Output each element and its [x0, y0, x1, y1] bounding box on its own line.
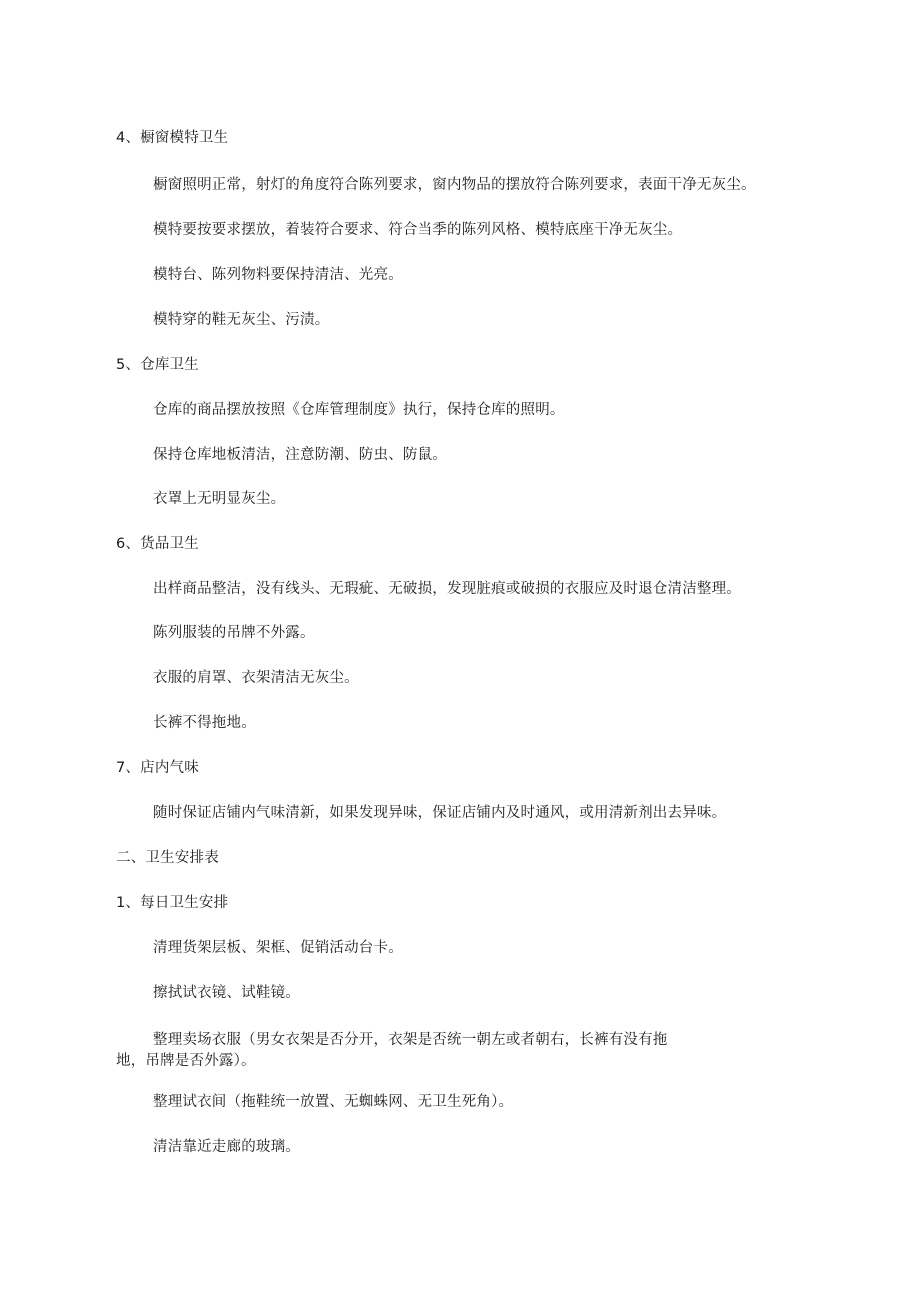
paragraph: 随时保证店铺内气味清新，如果发现异味，保证店铺内及时通风，或用清新剂出去异味。 — [153, 805, 727, 821]
part-heading-2: 二、卫生安排表 — [116, 850, 219, 866]
paragraph: 橱窗照明正常，射灯的角度符合陈列要求，窗内物品的摆放符合陈列要求，表面干净无灰尘。 — [153, 177, 756, 193]
paragraph: 擦拭试衣镜、试鞋镜。 — [153, 985, 300, 1001]
paragraph: 模特台、陈列物料要保持清洁、光亮。 — [153, 267, 403, 283]
paragraph-wrapped-line1: 整理卖场衣服（男女衣架是否分开，衣架是否统一朝左或者朝右，长裤有没有拖 — [153, 1032, 668, 1048]
paragraph: 衣罩上无明显灰尘。 — [153, 491, 286, 507]
paragraph: 模特要按要求摆放，着装符合要求、符合当季的陈列风格、模特底座干净无灰尘。 — [153, 222, 683, 238]
section-heading-4: 4、橱窗模特卫生 — [116, 130, 229, 146]
section-heading-6: 6、货品卫生 — [116, 536, 199, 552]
paragraph: 保持仓库地板清洁，注意防潮、防虫、防鼠。 — [153, 447, 447, 463]
paragraph: 仓库的商品摆放按照《仓库管理制度》执行，保持仓库的照明。 — [153, 402, 565, 418]
section-heading-5: 5、仓库卫生 — [116, 357, 199, 373]
paragraph: 整理试衣间（拖鞋统一放置、无蜘蛛网、无卫生死角）。 — [153, 1094, 514, 1110]
section-heading-1: 1、每日卫生安排 — [116, 895, 229, 911]
paragraph: 衣服的肩罩、衣架清洁无灰尘。 — [153, 670, 359, 686]
paragraph: 长裤不得拖地。 — [153, 715, 256, 731]
paragraph-wrapped-line2: 地，吊牌是否外露）。 — [116, 1053, 256, 1069]
paragraph: 陈列服装的吊牌不外露。 — [153, 625, 315, 641]
section-heading-7: 7、店内气味 — [116, 760, 199, 776]
paragraph: 清理货架层板、架框、促销活动台卡。 — [153, 940, 403, 956]
paragraph: 清洁靠近走廊的玻璃。 — [153, 1139, 300, 1155]
paragraph: 模特穿的鞋无灰尘、污渍。 — [153, 312, 330, 328]
paragraph: 出样商品整洁，没有线头、无瑕疵、无破损，发现脏痕或破损的衣服应及时退仓清洁整理。 — [153, 581, 741, 597]
